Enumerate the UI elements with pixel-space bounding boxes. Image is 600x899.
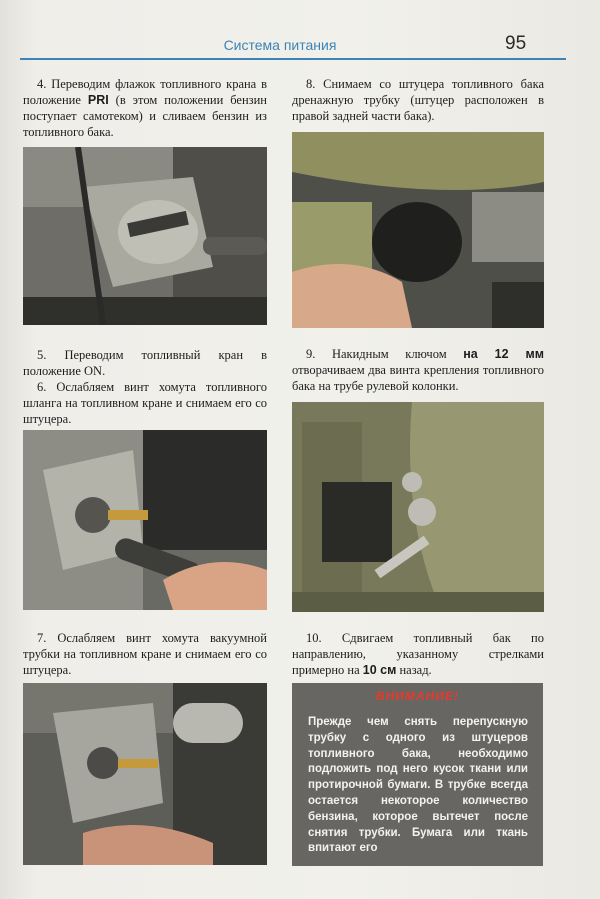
step-4-caption: 4. Переводим флажок топливного крана в положение PRI (в этом положении бензин поступает самотеком) и сливаем бензин из топливного бака.	[23, 77, 267, 139]
section-title: Система питания	[223, 37, 337, 53]
page-number: 95	[505, 33, 527, 54]
photo-vacuum-tube-clamp	[23, 683, 267, 865]
photo-steering-column-bolts	[292, 402, 544, 612]
step-10-caption: 10. Сдвигаем топливный бак по направлению, указанному стрелками примерно на 10 см назад.	[292, 631, 544, 677]
warning-box	[292, 683, 543, 866]
step-9-caption: 9. Накидным ключом на 12 мм отворачиваем два винта крепления топливного бака на трубе рулевой колонки.	[292, 347, 544, 393]
page-header	[0, 0, 600, 70]
header-rule	[20, 58, 566, 60]
photo-drain-tube	[292, 132, 544, 328]
warning-title: ВНИМАНИЕ!	[376, 689, 459, 703]
step-5-6-caption: 5. Переводим топливный кран в положение ON. 6. Ослабляем винт хомута топливного шланга на топливном кране и снимаем его со штуцера.	[23, 348, 267, 426]
photo-fuel-tap-lever	[23, 147, 267, 325]
warning-text: Прежде чем снять перепускную трубку с одного из штуцеров топливного бака, необходимо подложить под него кусок ткани или протирочной бумаги. В трубке всегда остается некоторое количество бензина, которое вытечет после снятия трубки. Бумага или ткань впитают его	[308, 716, 528, 855]
step-8-caption: 8. Снимаем со штуцера топливного бака дренажную трубку (штуцер расположен в правой задней части бака).	[292, 77, 544, 123]
photo-fuel-hose-clamp	[23, 430, 267, 610]
step-6-text: 6. Ослабляем винт хомута топливного шланга на топливном кране и снимаем его со штуцера.	[23, 380, 267, 426]
step-7-caption: 7. Ослабляем винт хомута вакуумной трубки на топливном кране и снимаем его со штуцера.	[23, 631, 267, 677]
